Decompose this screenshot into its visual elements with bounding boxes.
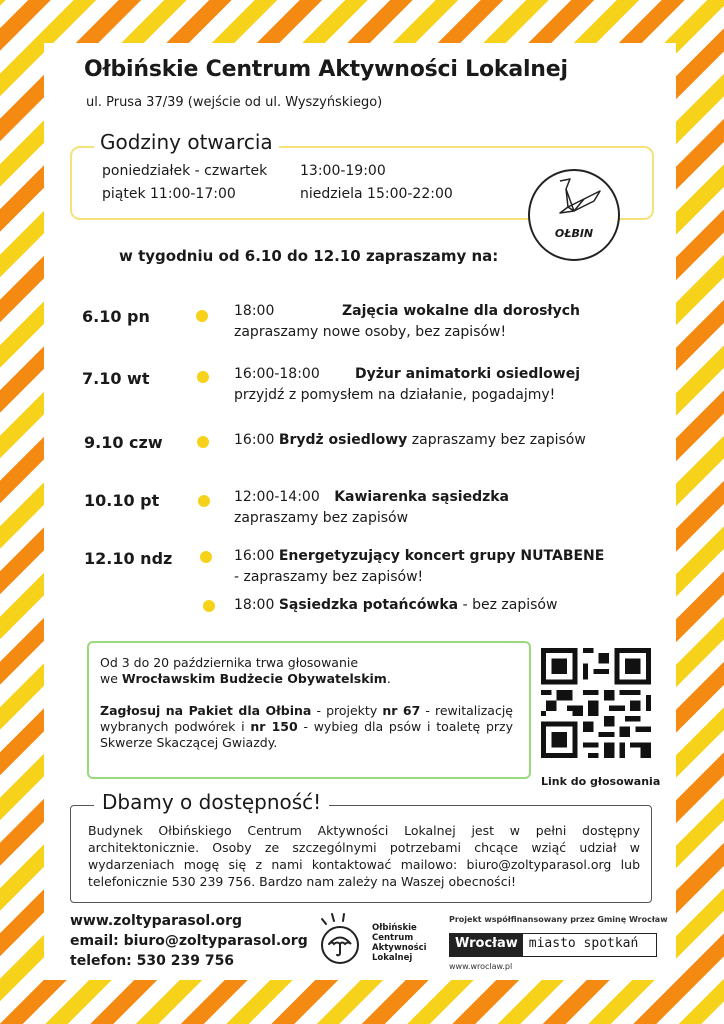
page-title: Ołbińskie Centrum Aktywności Lokalnej bbox=[84, 57, 568, 82]
ocal-line: Lokalnej bbox=[372, 953, 413, 963]
event-name: Dyżur animatorki osiedlowej bbox=[355, 366, 580, 382]
opening-hours-title: Godziny otwarcia bbox=[94, 130, 279, 154]
event-item bbox=[234, 595, 634, 616]
bullet-dot bbox=[197, 371, 209, 383]
event-name: Brydż osiedlowy bbox=[278, 432, 408, 448]
hours-sunday: niedziela 15:00-22:00 bbox=[300, 186, 453, 202]
event-time: 16:00 bbox=[234, 432, 275, 448]
vote-line: - projekty bbox=[311, 703, 383, 718]
bullet-dot bbox=[198, 495, 210, 507]
ocal-line: Ołbińskie bbox=[372, 923, 417, 933]
event-time: 16:00 bbox=[234, 548, 275, 564]
vote-project-67: nr 67 bbox=[382, 703, 421, 718]
umbrella-logo-icon bbox=[312, 911, 368, 967]
accessibility-text: Budynek Ołbińskiego Centrum Aktywności Lokalnej jest w pełni dostępny architektonicznie. Osoby ze szczególnymi potrzebami chcące wziąć udział w wydarzeniach mogę się z nami kontaktować mailowo: biuro@zoltyparasol.org lub telefonicznie 530 239 756. Bardzo nam zależy na Waszej obecności! bbox=[88, 823, 640, 889]
origami-swan-icon bbox=[530, 171, 618, 231]
vote-project-150: nr 150 bbox=[250, 719, 298, 734]
hours-mon-thu-time: 13:00-19:00 bbox=[300, 163, 386, 179]
event-day: 10.10 pt bbox=[84, 491, 160, 510]
event-day: 12.10 ndz bbox=[84, 549, 173, 568]
event-time: 18:00 bbox=[234, 303, 275, 319]
event-desc: zapraszamy nowe osoby, bez zapisów! bbox=[234, 324, 507, 340]
hours-friday: piątek 11:00-17:00 bbox=[102, 186, 236, 202]
event-desc: - bez zapisów bbox=[462, 597, 558, 613]
wroclaw-label: Wrocław bbox=[450, 934, 523, 956]
voting-text bbox=[100, 655, 513, 751]
event-name: Kawiarenka sąsiedzka bbox=[334, 489, 509, 505]
bullet-dot bbox=[197, 436, 209, 448]
event-time: 18:00 bbox=[234, 597, 275, 613]
event-item bbox=[234, 487, 509, 529]
bullet-dot bbox=[196, 310, 208, 322]
logo-label: OŁBIN bbox=[554, 227, 594, 240]
ocal-line: Aktywności bbox=[372, 943, 427, 953]
event-desc: - zapraszamy bez zapisów! bbox=[234, 569, 424, 585]
qr-label: Link do głosowania bbox=[541, 775, 661, 788]
event-day: 6.10 pn bbox=[82, 307, 150, 326]
email-link[interactable]: email: biuro@zoltyparasol.org bbox=[70, 933, 308, 949]
vote-budget-name: Wrocławskim Budżecie Obywatelskim bbox=[121, 671, 387, 686]
ocal-logo-text bbox=[372, 923, 452, 963]
week-heading: w tygodniu od 6.10 do 12.10 zapraszamy na: bbox=[119, 247, 499, 265]
event-item bbox=[234, 301, 580, 343]
event-time: 12:00-14:00 bbox=[234, 489, 320, 505]
event-name: Energetyzujący koncert grupy NUTABENE bbox=[278, 548, 605, 564]
vote-package: Zagłosuj na Pakiet dla Ołbina bbox=[100, 703, 312, 718]
event-desc: przyjdź z pomysłem na działanie, pogadajmy! bbox=[234, 387, 556, 403]
phone-number: telefon: 530 239 756 bbox=[70, 953, 235, 969]
event-day: 9.10 czw bbox=[84, 433, 163, 452]
miasto-spotkan-label: miasto spotkań bbox=[528, 936, 639, 951]
vote-line: - rewitalizację wybranych podwórek i bbox=[100, 703, 513, 734]
bullet-dot bbox=[203, 600, 215, 612]
website-link[interactable]: www.zoltyparasol.org bbox=[70, 913, 243, 929]
event-name: Zajęcia wokalne dla dorosłych bbox=[342, 303, 580, 319]
event-desc: zapraszamy bez zapisów bbox=[234, 510, 409, 526]
accessibility-title: Dbamy o dostępność! bbox=[94, 790, 329, 814]
vote-line: Od 3 do 20 października trwa głosowanie bbox=[100, 655, 359, 670]
event-day: 7.10 wt bbox=[82, 369, 150, 388]
project-note: Projekt współfinansowany przez Gminę Wrocław bbox=[449, 915, 668, 924]
address: ul. Prusa 37/39 (wejście od ul. Wyszyńskiego) bbox=[86, 95, 383, 110]
event-item bbox=[234, 430, 634, 451]
contact-info bbox=[70, 911, 308, 971]
vote-line: we bbox=[100, 671, 122, 686]
event-item bbox=[234, 546, 634, 588]
olbin-logo bbox=[528, 169, 620, 261]
hours-mon-thu-label: poniedziałek - czwartek bbox=[102, 163, 268, 179]
ocal-line: Centrum bbox=[372, 933, 414, 943]
wroclaw-url[interactable]: www.wroclaw.pl bbox=[449, 962, 513, 971]
poster bbox=[44, 43, 676, 980]
vote-line: . bbox=[386, 671, 391, 686]
wroclaw-logo bbox=[449, 933, 657, 957]
event-item bbox=[234, 364, 580, 406]
event-time: 16:00-18:00 bbox=[234, 366, 320, 382]
event-desc: zapraszamy bez zapisów bbox=[411, 432, 586, 448]
vote-line: - wybieg dla psów i toaletę przy Skwerze Skaczącej Gwiazdy. bbox=[100, 719, 513, 750]
qr-code-icon[interactable] bbox=[541, 648, 651, 758]
event-name: Sąsiedzka potańcówka bbox=[278, 597, 459, 613]
bullet-dot bbox=[200, 551, 212, 563]
